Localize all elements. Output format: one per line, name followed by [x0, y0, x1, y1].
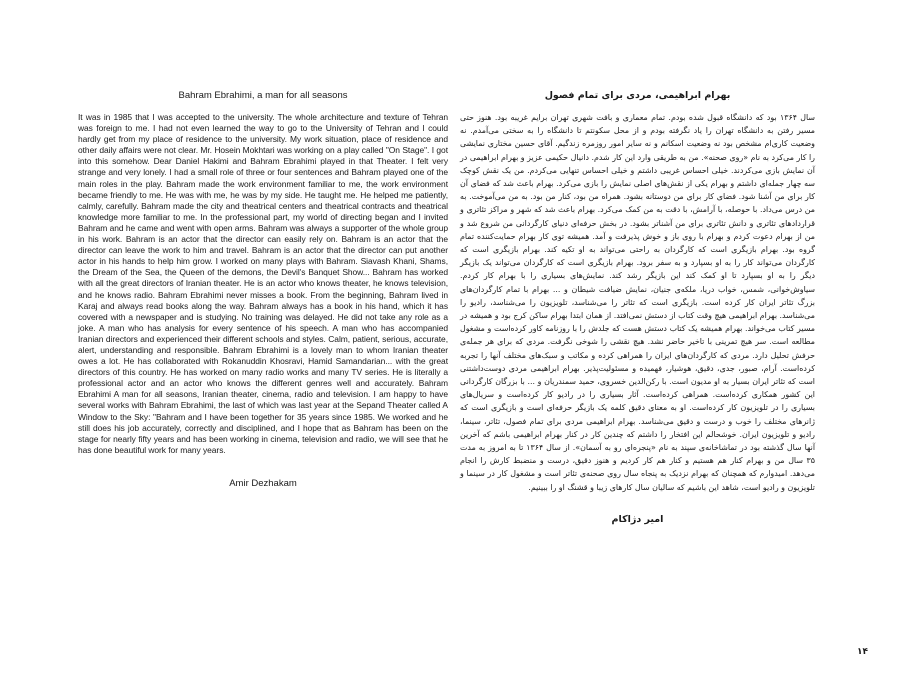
persian-title: بهرام ابراهیمی، مردی برای تمام فصول [544, 90, 731, 101]
english-title: Bahram Ebrahimi, a man for all seasons [178, 90, 348, 101]
english-body: It was in 1985 that I was accepted to the university. The whole architecture and texture of Tehran was foreign to me. I had not even learned the way to go to the University of Tehran and I could hardly get from my place of residence to the university. My work situation, place of residence and other daily affairs were not clear. Mr. Hosein Mokhtari was working on a play called "On Stage". I got into this somehow. Dear Daniel Hakimi and Bahram Ebrahimi played in that Theater. I felt very strange and very lonely. I had a small role of three or four sentences and Bahram played one of the main roles in the play. Bahram made the work environment familiar to me, the work environment became friendly to me. He was with me, he was by my side. He taught me. He helped me patiently, calmly, carefully. Bahram made the city and theatrical centers and theatrical contracts and theatrical knowledge more familiar to me. In the professional part, my world of directing began and I invited Bahram and he came and went with open arms. Bahram was always a supporter of the whole group in his work. Bahram is an actor that the director can easily rely on. Bahram is an actor that the director can leave the work to him and travel. Bahram is an actor that the director can put another actor in his hands to help him grow. I worked on many plays with Bahram. Siavash Khani, Shams, the Dream of the Sea, the Queen of the demons, the Devil's Banquet Show... Bahram has worked with all the great directors of Iranian theater. He is an actor who knows theater, he knows television, and he knows radio. Bahram Ebrahimi never misses a book. From the beginning, Bahram lived in Karaj and always read books along the way. Bahram always has a book in his hand, which it has covered with a newspaper and is studying. No training was delayed. He did not take any role as a joke. A man who has analysis for every sentence of his speech. A man who has accompanied Iranian directors and experienced their different schools and styles. Calm, patient, serious, accurate, alert, understanding and responsible. Bahram Ebrahimi is a lovely man to whom Iranian theater owes a lot. He has collaborated with Rokanuddin Khosravi, Hamid Samandarian... with the great directors of this country. He has worked on many radio works and many TV series. He is literally a professional actor and an actor who knows the different genres well and accurately. Bahram Ebrahimi A man for all seasons, Iranian theater, cinema, radio and television. I am happy to have several works with Bahram Ebrahimi, the last of which was last year at the Sepand Theater called A Window to the Sky: "Bahram and I have been together for 35 years since 1985. We worked and he still does his job accurately, correctly and disciplined, and I hope that as Bahram has been on the stage for nearly fifty years and has been working in cinema, television and radio, we will see that he has done beautiful work for many years. [78, 112, 448, 455]
persian-column [460, 90, 815, 525]
page-number: ۱۴ [857, 647, 868, 657]
english-column [78, 90, 448, 489]
persian-signature: امیر دژاکام [611, 513, 664, 525]
english-signature: Amir Dezhakam [229, 477, 297, 489]
persian-body: سال ۱۳۶۴ بود که دانشگاه قبول شده بودم. تمام معماری و بافت شهری تهران برایم غریبه بود. هنوز حتی مسیر رفتن به دانشگاه تهران را یاد نگرفته بودم و از محل سکونتم تا دانشگاه را به سختی می‌آمدم. نه وضعیت کاری‌ام مشخص بود نه وضعیت اسکانم و نه سایر امور روزمره زندگیم. آقای حسین مختاری نمایشی را کار می‌کرد به نام «روی صحنه». من به طریقی وارد این کار شدم. دانیال حکیمی عزیز و بهرام ابراهیمی در آن نمایش بازی می‌کردند. خیلی احساس غریبی داشتم و خیلی احساس تنهایی می‌کردم. من یک نقش کوچک سه چهار جمله‌ای داشتم و بهرام یکی از نقش‌های اصلی نمایش را بازی می‌کرد. بهرام باعث شد که فضای آن کار برای من آشنا شود. فضای کار برای من دوستانه بشود. همراه من بود، کنار من بود. به من می‌آموخت. به من درس می‌داد. با حوصله، با آرامش، با دقت به من کمک می‌کرد. بهرام باعث شد که شهر و مراکز تئاتری و قراردادهای تئاتری و دانش تئاتری برای من آشناتر بشود. در بخش حرفه‌ای دنیای کارگردانی من شروع شد و من از بهرام دعوت کردم و بهرام با روی باز و خوش پذیرفت و آمد. همیشه توی کار بهرام حمایت‌کننده تمام گروه بود. بهرام بازیگری است که کارگردان به راحتی می‌تواند به او تکیه کند. بهرام بازیگری است که کارگردان می‌تواند کار را به او بسپارد و به سفر برود. بهرام بازیگری است که کارگردان می‌تواند یک بازیگر دیگر را به او بسپارد تا او کمک کند این بازیگر رشد کند. نمایش‌های بسیاری را با بهرام کار کردم. سیاوش‌خوانی، شمس، خواب دریا، ملکه‌ی جنیان، نمایش ضیافت شیطان و ... بهرام با تمام کارگردان‌های بزرگ تئاتر ایران کار کرده است. بازیگری است که تئاتر را می‌شناسد، تلویزیون را می‌شناسد، رادیو را می‌شناسد. بهرام ابراهیمی هیچ وقت کتاب از دستش نمی‌افتد. از همان ابتدا بهرام ساکن کرج بود و همیشه در مسیر کتاب می‌خواند. بهرام همیشه یک کتاب دستش هست که جلدش را با روزنامه کاور کرده‌است و مشغول مطالعه است. سر هیچ تمرینی با تاخیر حاضر نشد. هیچ نقشی را شوخی نگرفت. مردی که برای هر جمله‌ی حرفش تحلیل دارد. مردی که کارگردان‌های ایران را همراهی کرده و مکاتب و سبک‌های مختلف آنها را تجربه کرده‌است. آرام، صبور، جدی، دقیق، هوشیار، فهمیده و مسئولیت‌پذیر. بهرام ابراهیمی مردی دوست‌داشتنی است که تئاتر ایران بسیار به او مدیون است. با رکن‌الدین خسروی، حمید سمندریان و ... با بزرگان کارگردانی این کشور همکاری کرده‌است. همراهی کرده‌است. آثار بسیاری را در رادیو کار کرده‌است و سریال‌های بسیاری را در تلویزیون کار کرده‌است. او به معنای دقیق کلمه یک بازیگر حرفه‌ای است و بازیگری است که ژانرهای مختلف را خوب و درست و دقیق می‌شناسد. بهرام ابراهیمی مردی برای تمام فصول، تئاتر، سینما، رادیو و تلویزیون ایران. خوشحالم این افتخار را داشتم که چندین کار در کنار بهرام ابراهیمی باشم که آخرین آنها سال گذشته بود در تماشاخانه‌ی سپند به نام «پنجره‌ای رو به آسمان». از سال ۱۳۶۴ تا به امروز به مدت ۳۵ سال من و بهرام کنار هم هستیم و کنار هم کار کردیم و هنوز دقیق، درست و منضبط کارش را انجام می‌دهد. امیدوارم که همچنان که بهرام نزدیک به پنجاه سال روی صحنه‌ی تئاتر است و مشغول کار در سینما و تلویزیون و رادیو است، شاهد این باشیم که سالیان سال کارهای زیبا و قشنگ او را ببینیم. [460, 113, 816, 492]
